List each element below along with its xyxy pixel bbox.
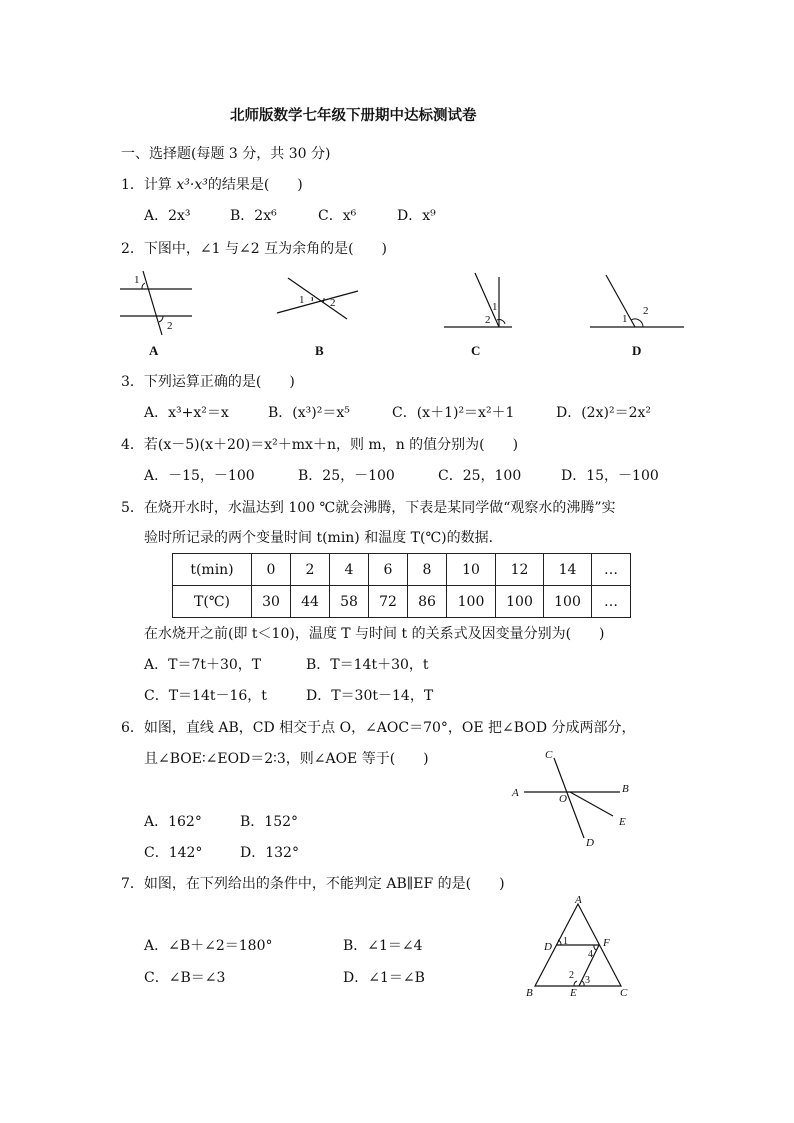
q6-figure	[500, 740, 650, 855]
point-f-label: F	[603, 937, 610, 949]
fig-a-label-2: 2	[167, 320, 173, 332]
section-heading: 一、选择题(每题 3 分，共 30 分)	[121, 146, 331, 162]
angle-arc-2	[574, 981, 577, 986]
q5-stem-line1: 5．在烧开水时，水温达到 100 ℃就会沸腾，下表是某同学做“观察水的沸腾”实	[121, 500, 616, 516]
q6-stem-line1: 6．如图，直线 AB，CD 相交于点 O，∠AOC＝70°，OE 把∠BOD 分成两部分，	[121, 720, 636, 736]
table-cell: 0	[252, 554, 291, 586]
angle-label-2: 2	[569, 970, 574, 981]
table-cell: 12	[496, 554, 544, 586]
table-cell: 14	[544, 554, 592, 586]
fig-c-label-2: 2	[485, 314, 491, 326]
q3-option-d[interactable]: D．(2x)²＝2x²	[556, 405, 651, 421]
q6-option-d[interactable]: D．132°	[240, 845, 299, 861]
q2-figure-d[interactable]	[590, 275, 684, 358]
angle-label-1: 1	[563, 936, 568, 947]
angle-arc	[497, 320, 505, 324]
table-cell: 58	[330, 586, 369, 618]
fig-c-caption: C	[471, 343, 481, 358]
fig-b-caption: B	[315, 343, 324, 358]
q5-option-c[interactable]: C．T＝14t－16，t	[144, 688, 267, 704]
point-d-label: D	[586, 837, 594, 849]
q3-stem: 3．下列运算正确的是( )	[121, 374, 295, 390]
table-cell: 100	[544, 586, 592, 618]
point-c-label: C	[545, 749, 553, 761]
angle-arc-2	[159, 316, 163, 322]
q3-option-b[interactable]: B．(x³)²＝x⁵	[268, 405, 350, 421]
q6-option-b[interactable]: B．152°	[240, 814, 299, 830]
table-cell: 100	[496, 586, 544, 618]
q2-figure-a[interactable]	[120, 271, 192, 358]
table-cell: 44	[291, 586, 330, 618]
point-o-label: O	[559, 793, 567, 805]
q5-data-table	[172, 553, 631, 618]
transversal-line	[143, 271, 162, 335]
table-cell: 6	[369, 554, 408, 586]
q7-option-d[interactable]: D．∠1＝∠B	[343, 970, 425, 986]
q6-option-a[interactable]: A．162°	[144, 814, 202, 830]
q2-stem: 2．下图中，∠1 与∠2 互为余角的是( )	[121, 241, 388, 257]
fig-a-label-1: 1	[134, 274, 140, 286]
q1-stem-pre: 1．计算	[121, 177, 177, 193]
angle-arc-1	[142, 283, 145, 289]
table-cell: 30	[252, 586, 291, 618]
q2-figure-b[interactable]	[277, 278, 358, 358]
fig-b-label-2: 2	[330, 297, 336, 309]
table-cell: …	[592, 586, 631, 618]
q3-option-c[interactable]: C．(x＋1)²＝x²＋1	[392, 405, 515, 421]
q4-option-b[interactable]: B．25，－100	[298, 468, 395, 484]
q6-option-c[interactable]: C．142°	[144, 845, 203, 861]
point-e-label: E	[570, 987, 577, 999]
point-a-label: A	[512, 787, 519, 799]
q1-option-b[interactable]: B．2x⁶	[230, 208, 277, 224]
angle-label-4: 4	[588, 949, 593, 960]
fig-a-caption: A	[149, 343, 159, 358]
q1-option-c[interactable]: C．x⁶	[318, 208, 357, 224]
fig-d-caption: D	[632, 343, 642, 358]
q4-option-d[interactable]: D．15，－100	[561, 468, 659, 484]
ray-oe	[570, 792, 613, 816]
page-title: 北师版数学七年级下册期中达标测试卷	[230, 107, 477, 124]
table-cell: 8	[408, 554, 447, 586]
q1-option-d[interactable]: D．x⁹	[397, 208, 436, 224]
q1-stem-post: 的结果是( )	[207, 177, 303, 193]
ray-line	[606, 275, 635, 327]
table-cell: 100	[447, 586, 496, 618]
table-header-cell: t(min)	[173, 554, 252, 586]
point-e-label: E	[619, 816, 626, 828]
q2-figure-c[interactable]	[444, 273, 512, 358]
crossing-line-1	[288, 278, 347, 319]
q7-option-c[interactable]: C．∠B＝∠3	[144, 970, 226, 986]
fig-b-label-1: 1	[299, 294, 305, 306]
q5-option-b[interactable]: B．T＝14t＋30，t	[306, 657, 429, 673]
q1-stem	[121, 175, 303, 195]
point-b-label: B	[622, 783, 629, 795]
point-c-label: C	[620, 987, 628, 999]
fig-d-label-2: 2	[643, 305, 649, 317]
angle-arc-4	[594, 945, 596, 950]
table-cell: 4	[330, 554, 369, 586]
q5-option-a[interactable]: A．T＝7t＋30，T	[144, 657, 262, 673]
q5-question: 在水烧开之前(即 t＜10)，温度 T 与时间 t 的关系式及因变量分别为( )	[144, 626, 605, 642]
q5-stem-line2: 验时所记录的两个变量时间 t(min) 和温度 T(℃)的数据．	[144, 530, 503, 546]
q4-stem: 4．若(x－5)(x＋20)＝x²＋mx＋n，则 m，n 的值分别为( )	[121, 437, 519, 453]
table-row	[173, 554, 631, 586]
q3-option-a[interactable]: A．x³+x²＝x	[144, 405, 229, 421]
q7-stem: 7．如图，在下列给出的条件中，不能判定 AB∥EF 的是( )	[121, 876, 505, 892]
q7-figure	[516, 893, 646, 1005]
table-cell: 86	[408, 586, 447, 618]
table-cell: 2	[291, 554, 330, 586]
q4-option-a[interactable]: A．－15，－100	[144, 468, 255, 484]
point-a-label: A	[575, 894, 582, 906]
table-header-cell: T(℃)	[173, 586, 252, 618]
table-row	[173, 586, 631, 618]
angle-label-3: 3	[585, 975, 590, 986]
point-b-label: B	[526, 987, 533, 999]
table-cell: 72	[369, 586, 408, 618]
q1-stem-expr: x³·x³	[176, 177, 208, 193]
q2-figures	[100, 265, 710, 365]
fig-c-label-1: 1	[492, 301, 498, 313]
q6-stem-line2: 且∠BOE∶∠EOD＝2∶3，则∠AOE 等于( )	[144, 751, 429, 767]
crossing-line-2	[277, 291, 358, 313]
q7-option-a[interactable]: A．∠B＋∠2＝180°	[144, 938, 273, 954]
angle-arc-3	[582, 981, 584, 986]
fig-d-label-1: 1	[622, 313, 628, 325]
table-cell: …	[592, 554, 631, 586]
q1-option-a[interactable]: A．2x³	[144, 208, 191, 224]
table-cell: 10	[447, 554, 496, 586]
q5-option-d[interactable]: D．T＝30t－14，T	[306, 688, 434, 704]
point-d-label: D	[544, 941, 552, 953]
q7-option-b[interactable]: B．∠1＝∠4	[343, 938, 423, 954]
q4-option-c[interactable]: C．25，100	[438, 468, 522, 484]
